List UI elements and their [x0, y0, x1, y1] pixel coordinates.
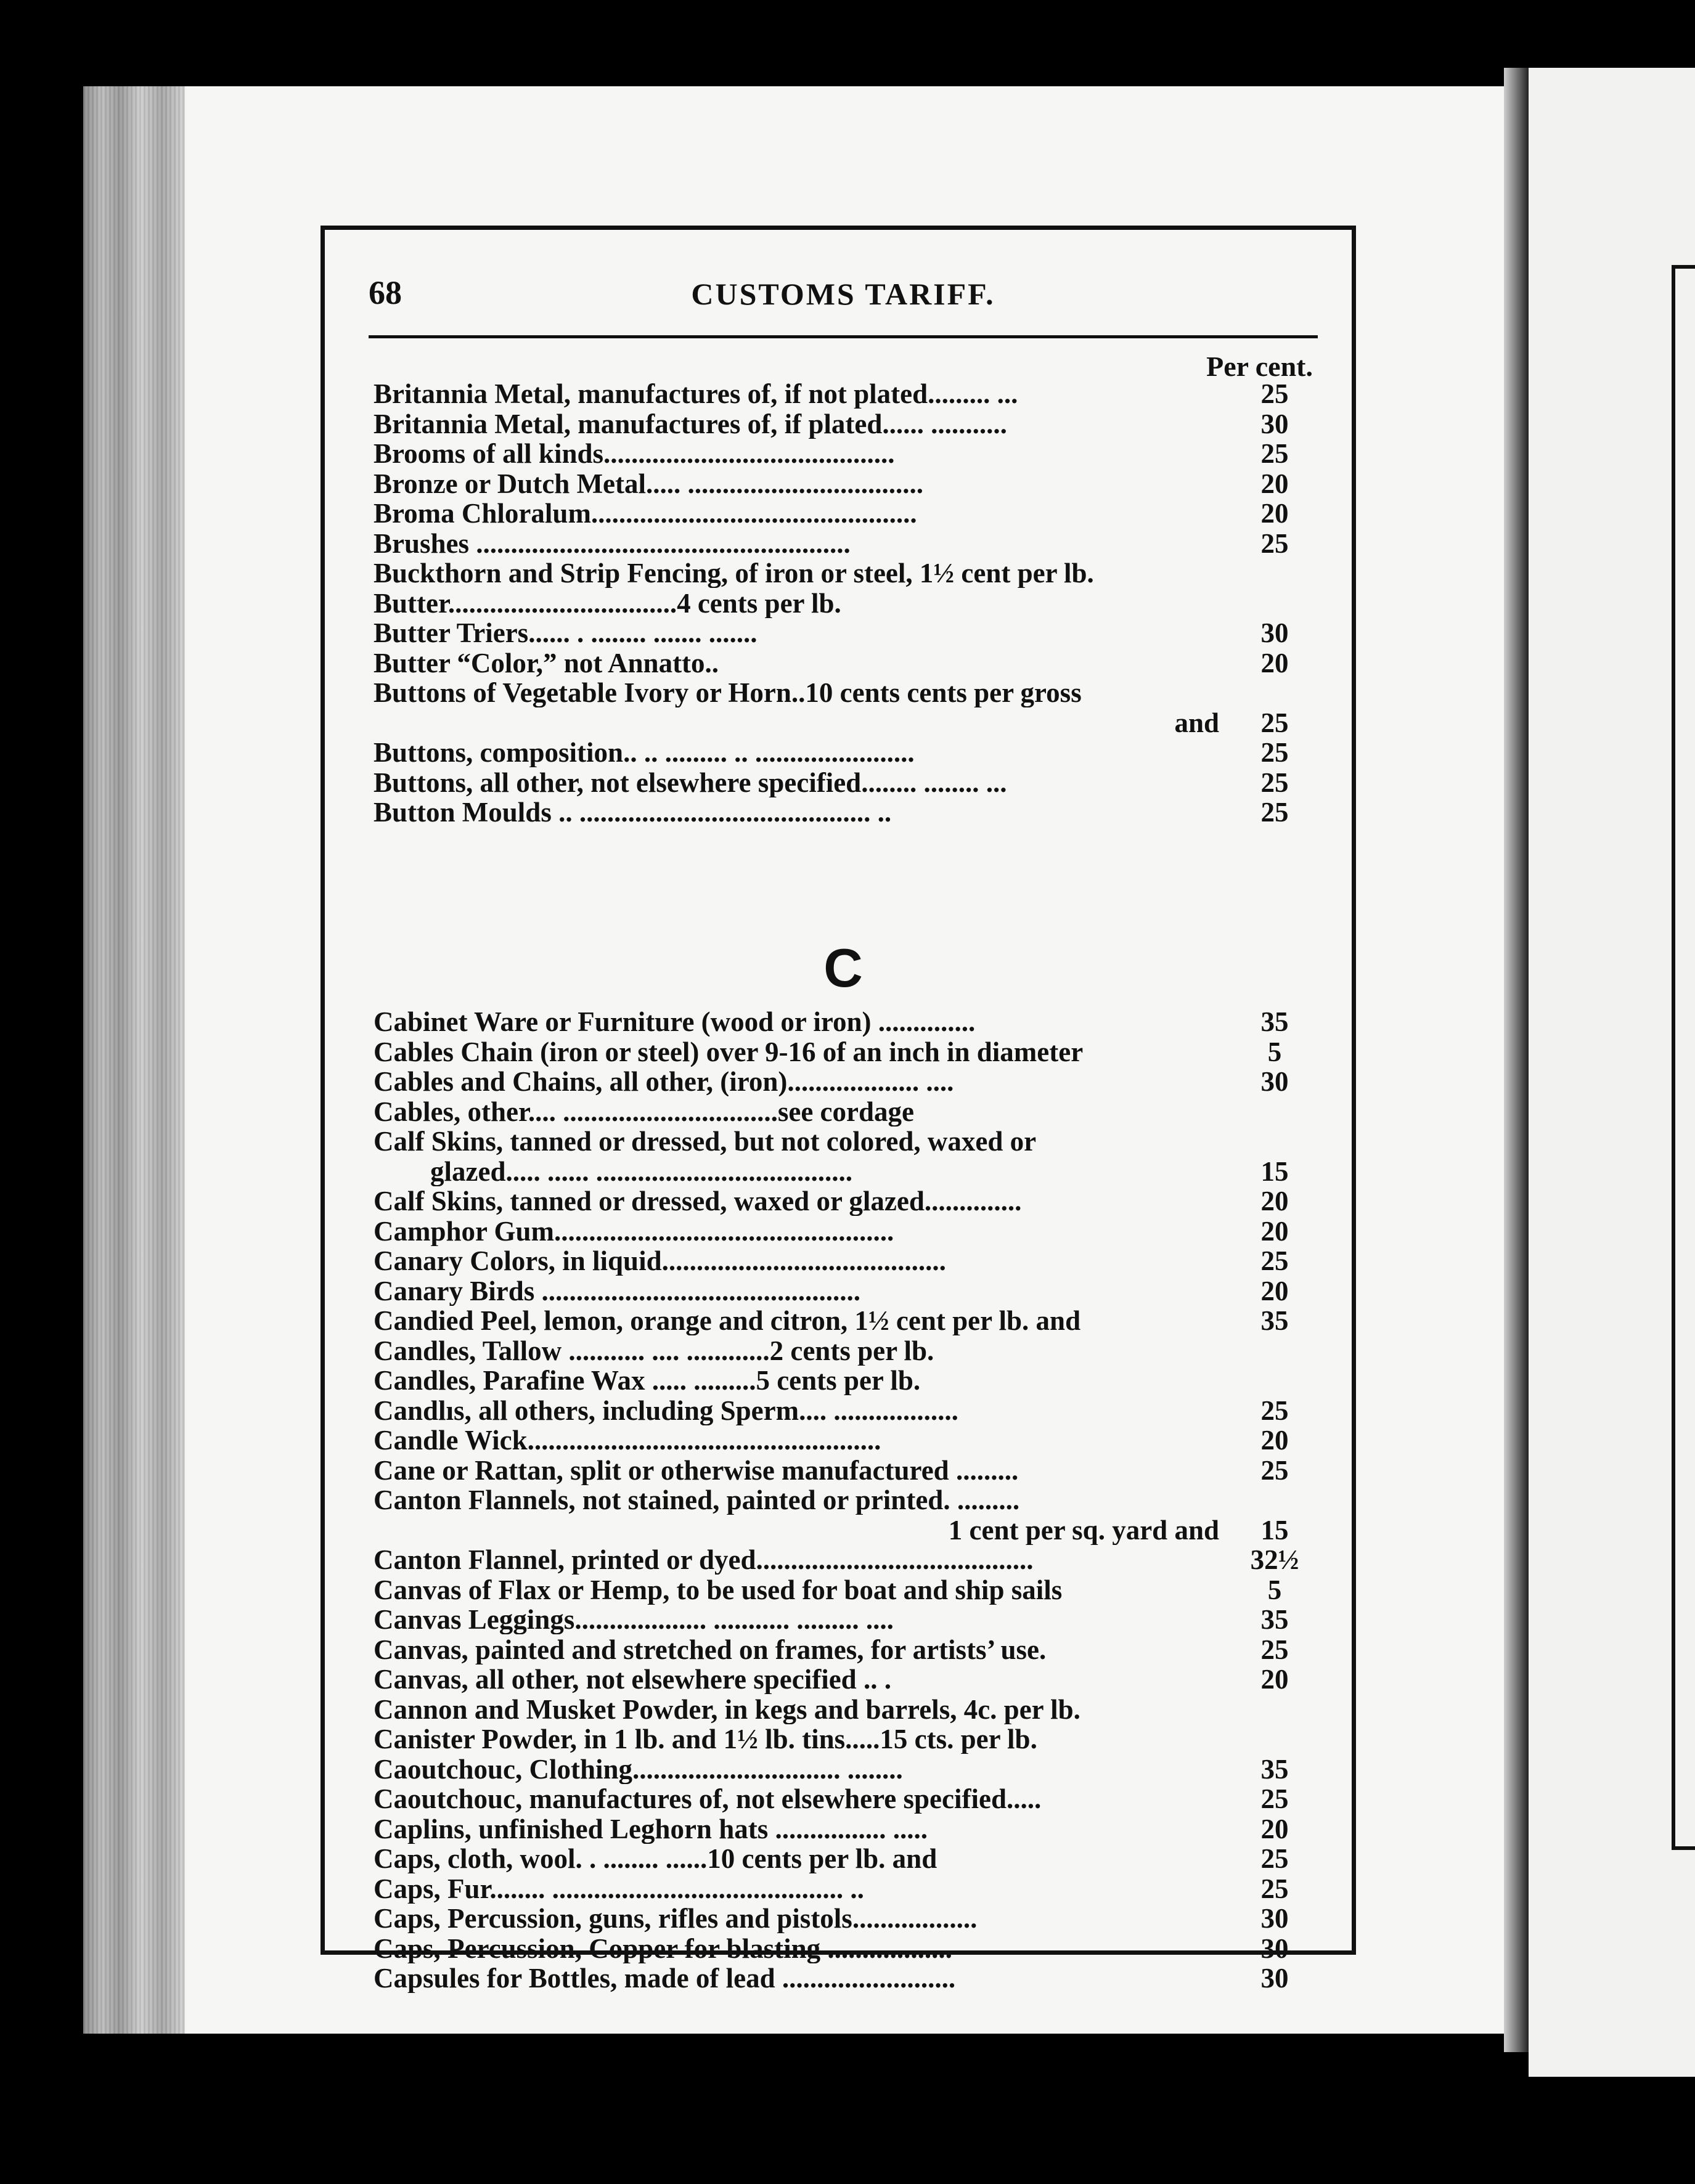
tariff-row: [369, 1963, 1318, 1994]
tariff-item: Britannia Metal, manufactures of, if not plated......... ...: [374, 379, 1018, 409]
tariff-row: [369, 1575, 1318, 1605]
tariff-row: [369, 1157, 1318, 1187]
tariff-row: [369, 1216, 1318, 1247]
tariff-item: Buckthorn and Strip Fencing, of iron or steel, 1½ cent per lb.: [374, 558, 1094, 588]
tariff-item: Cables and Chains, all other, (iron)................... ....: [374, 1067, 954, 1096]
tariff-rate: 30: [1260, 408, 1289, 439]
tariff-item: Buttons, all other, not elsewhere specified........ ........ ...: [374, 767, 1007, 797]
tariff-row: [369, 1097, 1318, 1127]
tariff-row: [369, 708, 1318, 738]
tariff-item: Candles, Tallow ........... .... ............2 cents per lb.: [374, 1335, 934, 1366]
tariff-item: Canary Birds ..............................................: [374, 1276, 861, 1306]
tariff-row: [369, 558, 1318, 589]
tariff-item: Butter “Color,” not Annatto..: [374, 648, 719, 678]
tariff-row: [369, 1037, 1318, 1067]
tariff-row: [369, 1067, 1318, 1097]
tariff-row: [369, 648, 1318, 678]
tariff-row: [369, 1276, 1318, 1306]
tariff-item: Candied Peel, lemon, orange and citron, 1½ cent per lb. and: [374, 1306, 1081, 1335]
tariff-row: [369, 1874, 1318, 1904]
tariff-row: [369, 529, 1318, 559]
tariff-row: [369, 738, 1318, 768]
section-letter-text: C: [823, 937, 863, 998]
tariff-rate: 15: [1260, 1514, 1289, 1546]
tariff-rate: 25: [1260, 797, 1289, 828]
running-head: CUSTOMS TARIFF.: [691, 277, 995, 311]
tariff-rate: 30: [1260, 617, 1289, 648]
tariff-item: Canton Flannel, printed or dyed........................................: [374, 1545, 1034, 1575]
tariff-list-b: [369, 379, 1318, 828]
tariff-rate: 35: [1260, 1604, 1289, 1635]
tariff-row: [369, 379, 1318, 409]
tariff-item: Camphor Gum.................................................: [374, 1216, 894, 1246]
tariff-item: Cabinet Ware or Furniture (wood or iron) ..............: [374, 1007, 976, 1037]
tariff-rate: 15: [1260, 1155, 1289, 1187]
tariff-item: Caps, Fur........ .......................................... ..: [374, 1873, 864, 1904]
tariff-rate: 25: [1260, 1843, 1289, 1874]
tariff-row: [369, 1844, 1318, 1874]
tariff-row: [369, 1904, 1318, 1934]
tariff-rate: 25: [1260, 737, 1289, 768]
tariff-rate: 20: [1260, 468, 1289, 499]
tariff-row: [369, 1784, 1318, 1814]
tariff-rate: 25: [1260, 528, 1289, 559]
tariff-rate: 30: [1260, 1066, 1289, 1097]
page-number: 68: [369, 274, 402, 311]
tariff-item: Caoutchouc, manufactures of, not elsewhere specified.....: [374, 1784, 1042, 1814]
tariff-item: Brushes ......................................................: [374, 528, 851, 558]
tariff-rate: 25: [1260, 1873, 1289, 1904]
tariff-item: Buttons, composition.. .. ......... .. .......................: [374, 738, 915, 767]
tariff-item: Button Moulds .. .......................................... ..: [374, 797, 892, 827]
tariff-item: Caps, Percussion, guns, rifles and pistols..................: [374, 1904, 978, 1933]
header-rule: [369, 335, 1318, 338]
tariff-rate: 25: [1260, 767, 1289, 798]
tariff-rate: 25: [1260, 1395, 1289, 1426]
tariff-item: Cane or Rattan, split or otherwise manufactured .........: [374, 1455, 1019, 1485]
tariff-rate: 5: [1267, 1574, 1282, 1605]
tariff-rate: 25: [1260, 1783, 1289, 1814]
tariff-row: [369, 1814, 1318, 1844]
tariff-rate: 20: [1260, 1813, 1289, 1844]
tariff-rate: 20: [1260, 498, 1289, 529]
tariff-rate: 30: [1260, 1963, 1289, 1994]
tariff-item: Caplins, unfinished Leghorn hats ................ .....: [374, 1814, 928, 1844]
tariff-rate: 20: [1260, 1664, 1289, 1695]
tariff-row: [369, 1485, 1318, 1515]
tariff-row: [369, 678, 1318, 708]
tariff-item: Canvas Leggings................... ........... ......... ....: [374, 1605, 894, 1634]
tariff-row: [369, 469, 1318, 499]
book-spine-edge: [83, 86, 188, 2034]
tariff-item: Butter Triers...... . ........ ....... .......: [374, 618, 758, 648]
tariff-row: [369, 768, 1318, 798]
tariff-item: Candlıs, all others, including Sperm.... ..................: [374, 1395, 958, 1425]
tariff-row: [369, 1127, 1318, 1157]
tariff-rate: 30: [1260, 1933, 1289, 1964]
tariff-item: Cannon and Musket Powder, in kegs and barrels, 4c. per lb.: [374, 1694, 1080, 1724]
tariff-rate: 30: [1260, 1903, 1289, 1934]
tariff-row: [369, 1306, 1318, 1336]
tariff-rate: 20: [1260, 647, 1289, 678]
tariff-rate: 35: [1260, 1753, 1289, 1785]
tariff-item: Candles, Parafine Wax ..... .........5 cents per lb.: [374, 1366, 921, 1395]
tariff-item: Capsules for Bottles, made of lead .........................: [374, 1963, 956, 1993]
facing-page: [1529, 68, 1695, 2077]
page-gutter-shadow: [1504, 68, 1529, 2052]
tariff-rate: 25: [1260, 707, 1289, 738]
tariff-row: [369, 409, 1318, 439]
page-header: [369, 274, 1318, 323]
tariff-row: [369, 1545, 1318, 1575]
tariff-rate: 35: [1260, 1006, 1289, 1037]
tariff-item: Brooms of all kinds..........................................: [374, 439, 895, 468]
tariff-item: Bronze or Dutch Metal..... ..................................: [374, 468, 924, 499]
tariff-item: Canister Powder, in 1 lb. and 1½ lb. tins.....15 cts. per lb.: [374, 1724, 1037, 1754]
tariff-row: [369, 1754, 1318, 1785]
tariff-item: Caoutchouc, Clothing.............................. ........: [374, 1754, 903, 1784]
tariff-item: Caps, cloth, wool. . ........ ......10 cents per lb. and: [374, 1844, 937, 1873]
tariff-item: and: [1174, 707, 1219, 738]
tariff-list-c: [369, 1007, 1318, 1994]
tariff-rate: 25: [1260, 1245, 1289, 1276]
tariff-rate: 20: [1260, 1186, 1289, 1216]
tariff-row: [369, 1366, 1318, 1396]
tariff-item: Caps, Percussion, Copper for blasting ..................: [374, 1933, 952, 1963]
tariff-row: [369, 1605, 1318, 1635]
facing-page-border: [1672, 265, 1695, 1850]
tariff-row: [369, 1396, 1318, 1426]
tariff-item: Broma Chloralum...............................................: [374, 499, 917, 528]
column-header-per-cent: Per cent.: [1206, 351, 1313, 382]
tariff-row: [369, 1246, 1318, 1276]
tariff-item: Calf Skins, tanned or dressed, waxed or glazed..............: [374, 1186, 1022, 1216]
tariff-item: Buttons of Vegetable Ivory or Horn..10 cents cents per gross: [374, 678, 1082, 707]
tariff-rate: 25: [1260, 1634, 1289, 1665]
tariff-row: [369, 1724, 1318, 1754]
tariff-item: Canvas, painted and stretched on frames, for artists’ use.: [374, 1634, 1047, 1664]
tariff-item: Candle Wick...................................................: [374, 1425, 881, 1455]
tariff-row: [369, 1635, 1318, 1665]
tariff-row: [369, 797, 1318, 828]
tariff-rate: 25: [1260, 438, 1289, 469]
tariff-item: Canton Flannels, not stained, painted or printed. .........: [374, 1485, 1020, 1515]
tariff-row: [369, 1664, 1318, 1695]
tariff-item: Canvas of Flax or Hemp, to be used for boat and ship sails: [374, 1575, 1063, 1605]
tariff-row: [369, 1336, 1318, 1366]
tariff-row: [369, 1186, 1318, 1216]
tariff-section-c: [369, 918, 1318, 1994]
tariff-row: [369, 1425, 1318, 1456]
tariff-rate: 20: [1260, 1425, 1289, 1456]
tariff-item: glazed..... ...... .....................................: [430, 1156, 852, 1186]
tariff-item: Calf Skins, tanned or dressed, but not colored, waxed or: [374, 1127, 1037, 1156]
tariff-row: [369, 618, 1318, 648]
tariff-row: [369, 1456, 1318, 1486]
tariff-row: [369, 589, 1318, 619]
tariff-item: Butter.................................4 cents per lb.: [374, 588, 841, 618]
section-letter: [369, 918, 1318, 1007]
tariff-row: [369, 499, 1318, 529]
tariff-row: [369, 1695, 1318, 1725]
tariff-item: Cables, other.... ...............................see cordage: [374, 1096, 914, 1127]
tariff-rate: 25: [1260, 378, 1289, 409]
tariff-item: Britannia Metal, manufactures of, if plated...... ...........: [374, 409, 1007, 439]
tariff-item: 1 cent per sq. yard and: [948, 1515, 1219, 1545]
tariff-rate: 32½: [1250, 1544, 1299, 1575]
tariff-rate: 35: [1260, 1305, 1289, 1336]
tariff-row: [369, 1007, 1318, 1037]
tariff-rate: 5: [1267, 1036, 1282, 1067]
tariff-rate: 20: [1260, 1275, 1289, 1306]
tariff-item: Cables Chain (iron or steel) over 9-16 of an inch in diameter: [374, 1037, 1084, 1067]
tariff-item: Canvas, all other, not elsewhere specified .. .: [374, 1664, 891, 1694]
tariff-row: [369, 1515, 1318, 1546]
tariff-row: [369, 1934, 1318, 1964]
tariff-row: [369, 439, 1318, 469]
tariff-rate: 20: [1260, 1215, 1289, 1247]
tariff-item: Canary Colors, in liquid.........................................: [374, 1246, 946, 1276]
tariff-rate: 25: [1260, 1454, 1289, 1486]
